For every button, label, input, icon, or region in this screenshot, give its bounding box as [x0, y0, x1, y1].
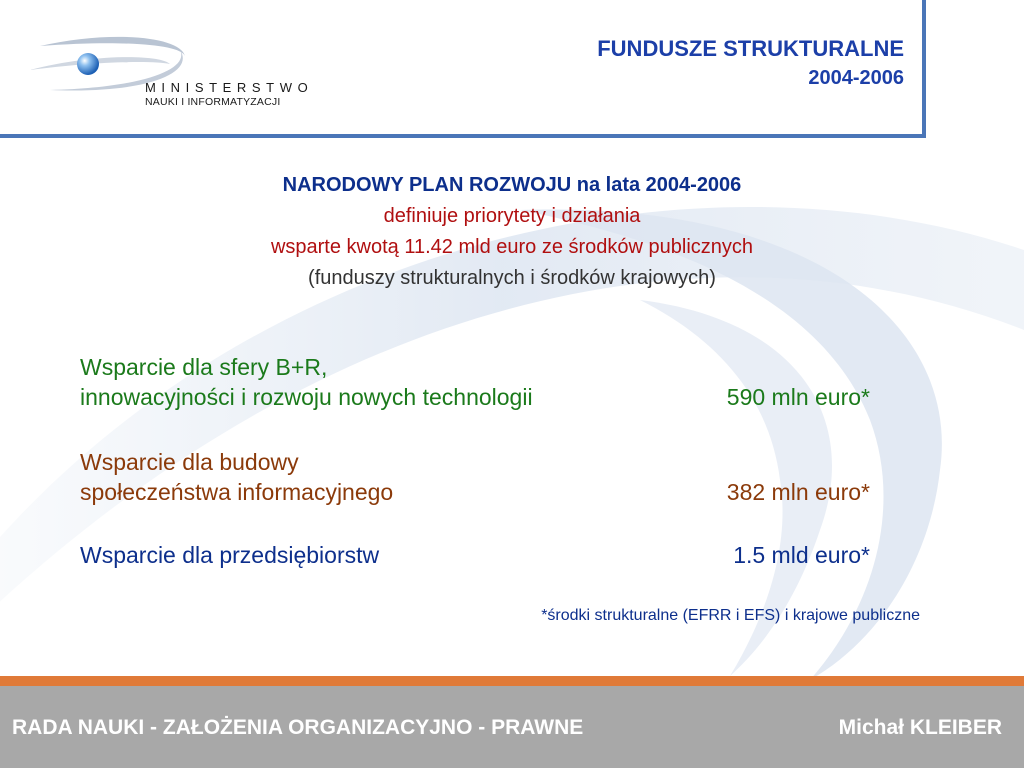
intro-title: NARODOWY PLAN ROZWOJU na lata 2004-2006	[282, 174, 742, 196]
footer-accent-bar	[0, 676, 1024, 686]
footnote: *środki strukturalne (EFRR i EFS) i krajowe publiczne	[541, 607, 920, 624]
support-item-information-society	[80, 447, 870, 507]
footer	[0, 686, 1024, 768]
intro-block	[0, 170, 1024, 294]
support-item-label: Wsparcie dla budowy	[80, 449, 299, 475]
intro-line-4: (funduszy strukturalnych i środków krajowych)	[308, 267, 716, 289]
footer-author: Michał KLEIBER	[838, 716, 1002, 739]
header-title: FUNDUSZE STRUKTURALNE	[597, 36, 904, 61]
support-item-label: społeczeństwa informacyjnego	[80, 479, 394, 505]
support-item-label: Wsparcie dla sfery B+R,	[80, 354, 328, 380]
support-item-label: innowacyjności i rozwoju nowych technologii	[80, 384, 533, 410]
intro-line-2: definiuje priorytety i działania	[383, 205, 641, 227]
header-subtitle: 2004-2006	[808, 67, 904, 89]
header	[0, 0, 926, 138]
support-item-amount: 1.5 mld euro*	[733, 542, 870, 568]
footer-title: RADA NAUKI - ZAŁOŻENIA ORGANIZACYJNO - PRAWNE	[12, 716, 584, 739]
support-item-enterprises	[80, 540, 870, 570]
ministry-name-line1: MINISTERSTWO	[145, 80, 314, 95]
ministry-name-line2: NAUKI I INFORMATYZACJI	[145, 96, 281, 108]
support-item-amount: 382 mln euro*	[726, 479, 870, 505]
support-item-rd	[80, 352, 870, 412]
support-item-amount: 590 mln euro*	[726, 384, 870, 410]
intro-line-3: wsparte kwotą 11.42 mld euro ze środków publicznych	[270, 236, 754, 258]
support-item-label: Wsparcie dla przedsiębiorstw	[80, 542, 380, 568]
